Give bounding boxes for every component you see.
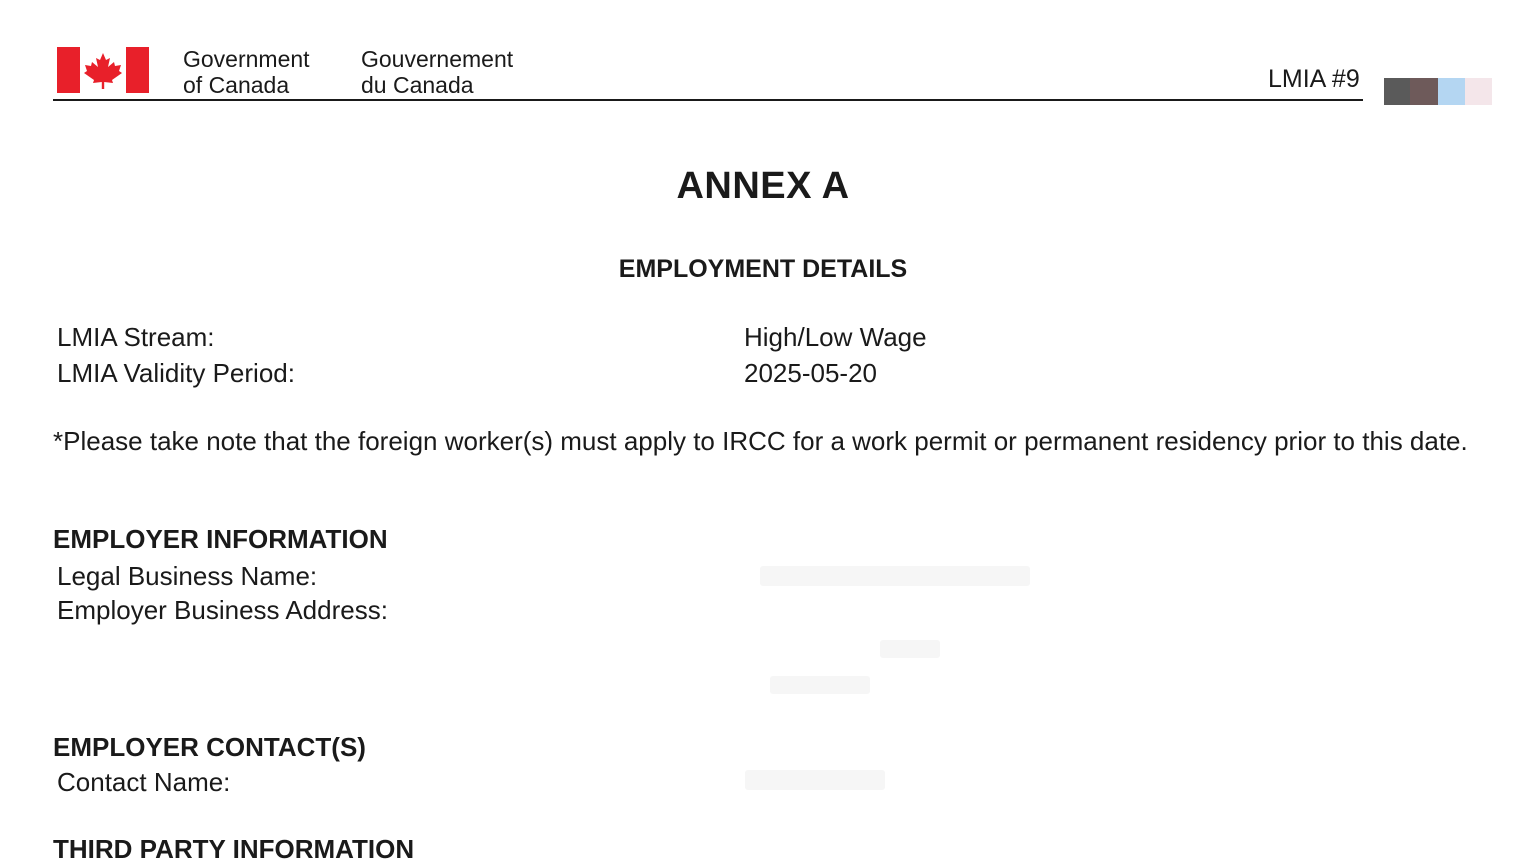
lmia-validity-value: 2025-05-20: [744, 358, 877, 388]
redacted-address-line: [880, 640, 940, 658]
lmia-stream-value: High/Low Wage: [744, 322, 927, 352]
government-wordmark-fr: [361, 46, 513, 98]
gov-en-line2: of Canada: [183, 72, 290, 98]
contact-name-label: Contact Name:: [57, 767, 231, 797]
lmia-stream-label: LMIA Stream:: [57, 322, 215, 352]
redacted-contact-name: [745, 770, 885, 790]
lmia-validity-label: LMIA Validity Period:: [57, 358, 295, 388]
lmia-number: LMIA #9: [1268, 65, 1360, 93]
gov-en-line1: Government: [183, 46, 310, 72]
canada-flag-icon: [57, 47, 149, 93]
third-party-information-heading: THIRD PARTY INFORMATION: [53, 834, 415, 864]
employment-details-heading: EMPLOYMENT DETAILS: [618, 255, 908, 283]
redacted-lmia-number: [1384, 78, 1492, 105]
employer-information-heading: EMPLOYER INFORMATION: [53, 524, 388, 554]
employer-business-address-label: Employer Business Address:: [57, 595, 388, 625]
government-wordmark-en: [183, 46, 310, 98]
employer-contacts-heading: EMPLOYER CONTACT(S): [53, 732, 366, 762]
legal-business-name-label: Legal Business Name:: [57, 561, 318, 591]
page-title: ANNEX A: [676, 165, 850, 207]
gov-fr-line1: Gouvernement: [361, 46, 514, 72]
redacted-address-line: [770, 676, 870, 694]
redacted-business-name: [760, 566, 1030, 586]
header-rule: [53, 99, 1363, 101]
work-permit-note: *Please take note that the foreign worker(s) must apply to IRCC for a work permit or permanent residency prior to this date.: [53, 426, 1468, 456]
gov-fr-line2: du Canada: [361, 72, 474, 98]
